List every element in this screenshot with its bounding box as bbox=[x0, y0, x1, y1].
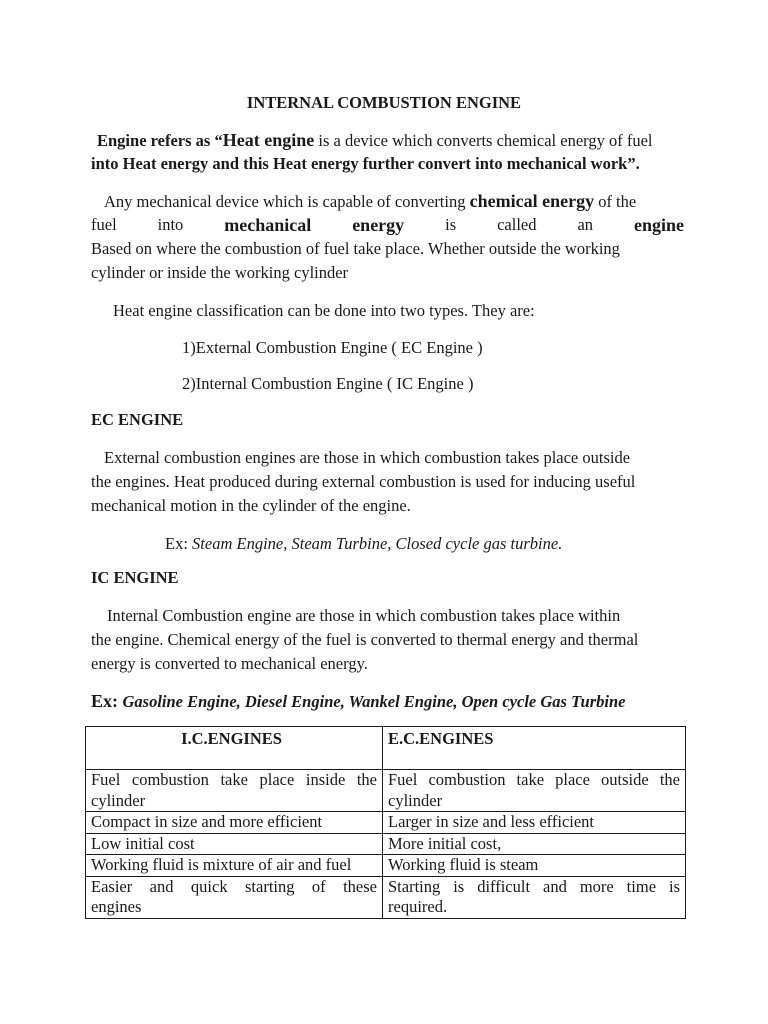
ec-examples bbox=[165, 532, 562, 556]
classification-item-2: 2)Internal Combustion Engine ( IC Engine ) bbox=[182, 374, 474, 393]
classification-item-1: 1)External Combustion Engine ( EC Engine ) bbox=[182, 338, 483, 357]
ic-engine-heading: IC ENGINE bbox=[91, 568, 179, 587]
table-row bbox=[86, 770, 686, 812]
ec-example-text: Steam Engine, Steam Turbine, Closed cycle gas turbine. bbox=[192, 534, 563, 553]
para2-line-1 bbox=[104, 189, 636, 214]
energy-term: energy bbox=[352, 215, 405, 235]
intro-lead: Engine refers as “ bbox=[97, 131, 223, 150]
table-cell: Working fluid is mixture of air and fuel bbox=[86, 855, 383, 877]
word: fuel bbox=[91, 215, 117, 234]
intro-line-2: into Heat energy and this Heat energy further convert into mechanical work”. bbox=[91, 154, 640, 173]
ic-examples bbox=[91, 689, 625, 714]
table-header-row bbox=[86, 727, 686, 770]
word: called bbox=[497, 215, 537, 234]
ec-example-label: Ex: bbox=[165, 534, 193, 553]
ic-line-2: the engine. Chemical energy of the fuel is converted to thermal energy and thermal bbox=[91, 630, 639, 649]
table-row bbox=[86, 833, 686, 855]
ec-line-1: External combustion engines are those in which combustion takes place outside bbox=[104, 448, 631, 467]
mechanical-term: mechanical bbox=[224, 215, 312, 235]
para2-a: Any mechanical device which is capable of converting bbox=[104, 192, 470, 211]
ec-line-3: mechanical motion in the cylinder of the engine. bbox=[91, 496, 411, 515]
ic-example-text: Gasoline Engine, Diesel Engine, Wankel Engine, Open cycle Gas Turbine bbox=[122, 692, 626, 711]
table-row bbox=[86, 855, 686, 877]
table-cell: Larger in size and less efficient bbox=[383, 812, 686, 834]
para2-c: of the bbox=[594, 192, 637, 211]
ec-engine-heading: EC ENGINE bbox=[91, 410, 184, 429]
table-cell: Low initial cost bbox=[86, 833, 383, 855]
ic-line-3: energy is converted to mechanical energy. bbox=[91, 654, 368, 673]
table-row bbox=[86, 812, 686, 834]
header-ic-engines: I.C.ENGINES bbox=[86, 727, 383, 770]
table-row bbox=[86, 876, 686, 918]
table-cell: Fuel combustion take place inside the cylinder bbox=[86, 770, 383, 812]
word: is bbox=[445, 215, 457, 234]
table-cell: Starting is difficult and more time is required. bbox=[383, 876, 686, 918]
table-cell: More initial cost, bbox=[383, 833, 686, 855]
heat-engine-term: Heat engine bbox=[222, 130, 315, 150]
table-cell: Fuel combustion take place outside the cylinder bbox=[383, 770, 686, 812]
word: into bbox=[157, 215, 184, 234]
para2-line-2 bbox=[91, 213, 684, 237]
chemical-energy-term: chemical energy bbox=[469, 191, 595, 211]
ic-line-1: Internal Combustion engine are those in which combustion takes place within bbox=[107, 606, 621, 625]
document-title: INTERNAL COMBUSTION ENGINE bbox=[246, 93, 522, 112]
comparison-table bbox=[85, 726, 686, 919]
para2-line-4: cylinder or inside the working cylinder bbox=[91, 263, 349, 282]
engine-term: engine bbox=[633, 215, 684, 235]
intro-line-1 bbox=[97, 128, 653, 153]
word: an bbox=[577, 215, 594, 234]
para2-line-3: Based on where the combustion of fuel take place. Whether outside the working bbox=[91, 239, 620, 258]
ec-line-2: the engines. Heat produced during external combustion is used for inducing useful bbox=[91, 472, 636, 491]
header-ec-engines: E.C.ENGINES bbox=[383, 727, 686, 770]
table-cell: Working fluid is steam bbox=[383, 855, 686, 877]
intro-rest: is a device which converts chemical energy of fuel bbox=[314, 131, 653, 150]
table-cell: Compact in size and more efficient bbox=[86, 812, 383, 834]
classification-intro: Heat engine classification can be done into two types. They are: bbox=[113, 301, 535, 320]
table-cell: Easier and quick starting of these engines bbox=[86, 876, 383, 918]
ic-example-label: Ex: bbox=[91, 691, 123, 711]
